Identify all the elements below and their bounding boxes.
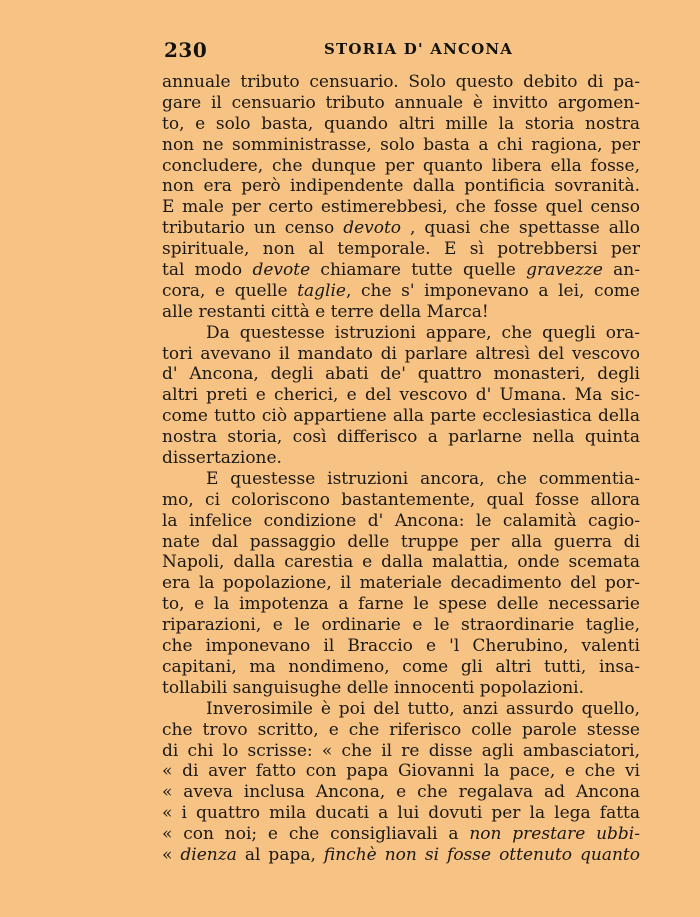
- text-line: capitani, ma nondimeno, come gli altri tutti, insa-: [162, 656, 640, 677]
- text-line: to, e solo basta, quando altri mille la storia nostra: [162, 113, 640, 134]
- text-line: « di aver fatto con papa Giovanni la pace, e che vi: [162, 761, 640, 782]
- text-line: non ne somministrasse, solo basta a chi ragiona, per: [162, 134, 640, 155]
- italic-term: finchè non si fosse ottenuto quanto: [323, 844, 640, 865]
- text-line: era la popolazione, il materiale decadimento del por-: [162, 573, 640, 594]
- text-line: come tutto ciò appartiene alla parte ecclesiastica della: [162, 406, 640, 427]
- text-line: E male per certo estimerebbesi, che fosse quel censo: [162, 197, 640, 218]
- text-line: Napoli, dalla carestia e dalla malattia, onde scemata: [162, 552, 640, 573]
- text-line: di chi lo scrisse: « che il re disse agli ambasciatori,: [162, 740, 640, 761]
- italic-term: gravezze: [526, 260, 603, 281]
- page-number: 230: [164, 38, 208, 62]
- text-line: cora, e quelle taglie, che s' imponevano a lei, come: [162, 280, 640, 301]
- text-line: « aveva inclusa Ancona, e che regalava ad Ancona: [162, 782, 640, 803]
- text-line: « con noi; e che consigliavali a non prestare ubbi-: [162, 824, 640, 845]
- running-title: STORIA D' ANCONA: [324, 40, 514, 58]
- text-line: altri preti e cherici, e del vescovo d' Umana. Ma sic-: [162, 385, 640, 406]
- text-line: mo, ci coloriscono bastantemente, qual fosse allora: [162, 489, 640, 510]
- italic-term: devoto: [343, 218, 402, 239]
- text-line: che trovo scritto, e che riferisco colle parole stesse: [162, 719, 640, 740]
- text-line: riparazioni, e le ordinarie e le straordinarie taglie,: [162, 615, 640, 636]
- text-line: « i quattro mila ducati a lui dovuti per la lega fatta: [162, 803, 640, 824]
- text-line: tal modo devote chiamare tutte quelle gravezze an-: [162, 260, 641, 281]
- page-header: [162, 38, 640, 62]
- text-line: tributario un censo devoto , quasi che spettasse allo: [162, 218, 640, 239]
- text-line: tollabili sanguisughe delle innocenti popolazioni.: [162, 677, 584, 698]
- text-line: to, e la impotenza a farne le spese delle necessarie: [162, 594, 640, 615]
- text-line: tori avevano il mandato di parlare altresì del vescovo: [162, 343, 640, 364]
- text-line: gare il censuario tributo annuale è invitto argomen-: [162, 92, 640, 113]
- text-line: d' Ancona, degli abati de' quattro monasteri, degli: [162, 364, 640, 385]
- text-line: concludere, che dunque per quanto libera ella fosse,: [162, 155, 640, 176]
- italic-term: devote: [252, 260, 311, 281]
- italic-term: taglie: [297, 280, 346, 301]
- body-text: [162, 72, 640, 866]
- text-line: Inverosimile è poi del tutto, anzi assurdo quello,: [206, 698, 640, 719]
- text-line: non era però indipendente dalla pontificia sovranità.: [162, 176, 640, 197]
- text-line: « dienza al papa, finchè non si fosse ottenuto quanto: [162, 844, 640, 865]
- text-line: annuale tributo censuario. Solo questo debito di pa-: [162, 72, 640, 92]
- text-line: dissertazione.: [162, 448, 282, 469]
- italic-term: dienza: [180, 844, 237, 865]
- text-line: Da questesse istruzioni appare, che quegli ora-: [206, 322, 640, 343]
- text-line: nate dal passaggio delle truppe per alla guerra di: [162, 531, 640, 552]
- text-line: spirituale, non al temporale. E sì potrebbersi per: [162, 239, 640, 260]
- text-line: la infelice condizione d' Ancona: le calamità cagio-: [162, 510, 640, 531]
- text-line: che imponevano il Braccio e 'l Cherubino, valenti: [162, 636, 640, 657]
- text-line: nostra storia, così differisco a parlarne nella quinta: [162, 427, 640, 448]
- italic-term: non prestare ubbi-: [469, 824, 640, 845]
- text-line: E questesse istruzioni ancora, che commentia-: [206, 468, 640, 489]
- text-line: alle restanti città e terre della Marca!: [162, 301, 489, 322]
